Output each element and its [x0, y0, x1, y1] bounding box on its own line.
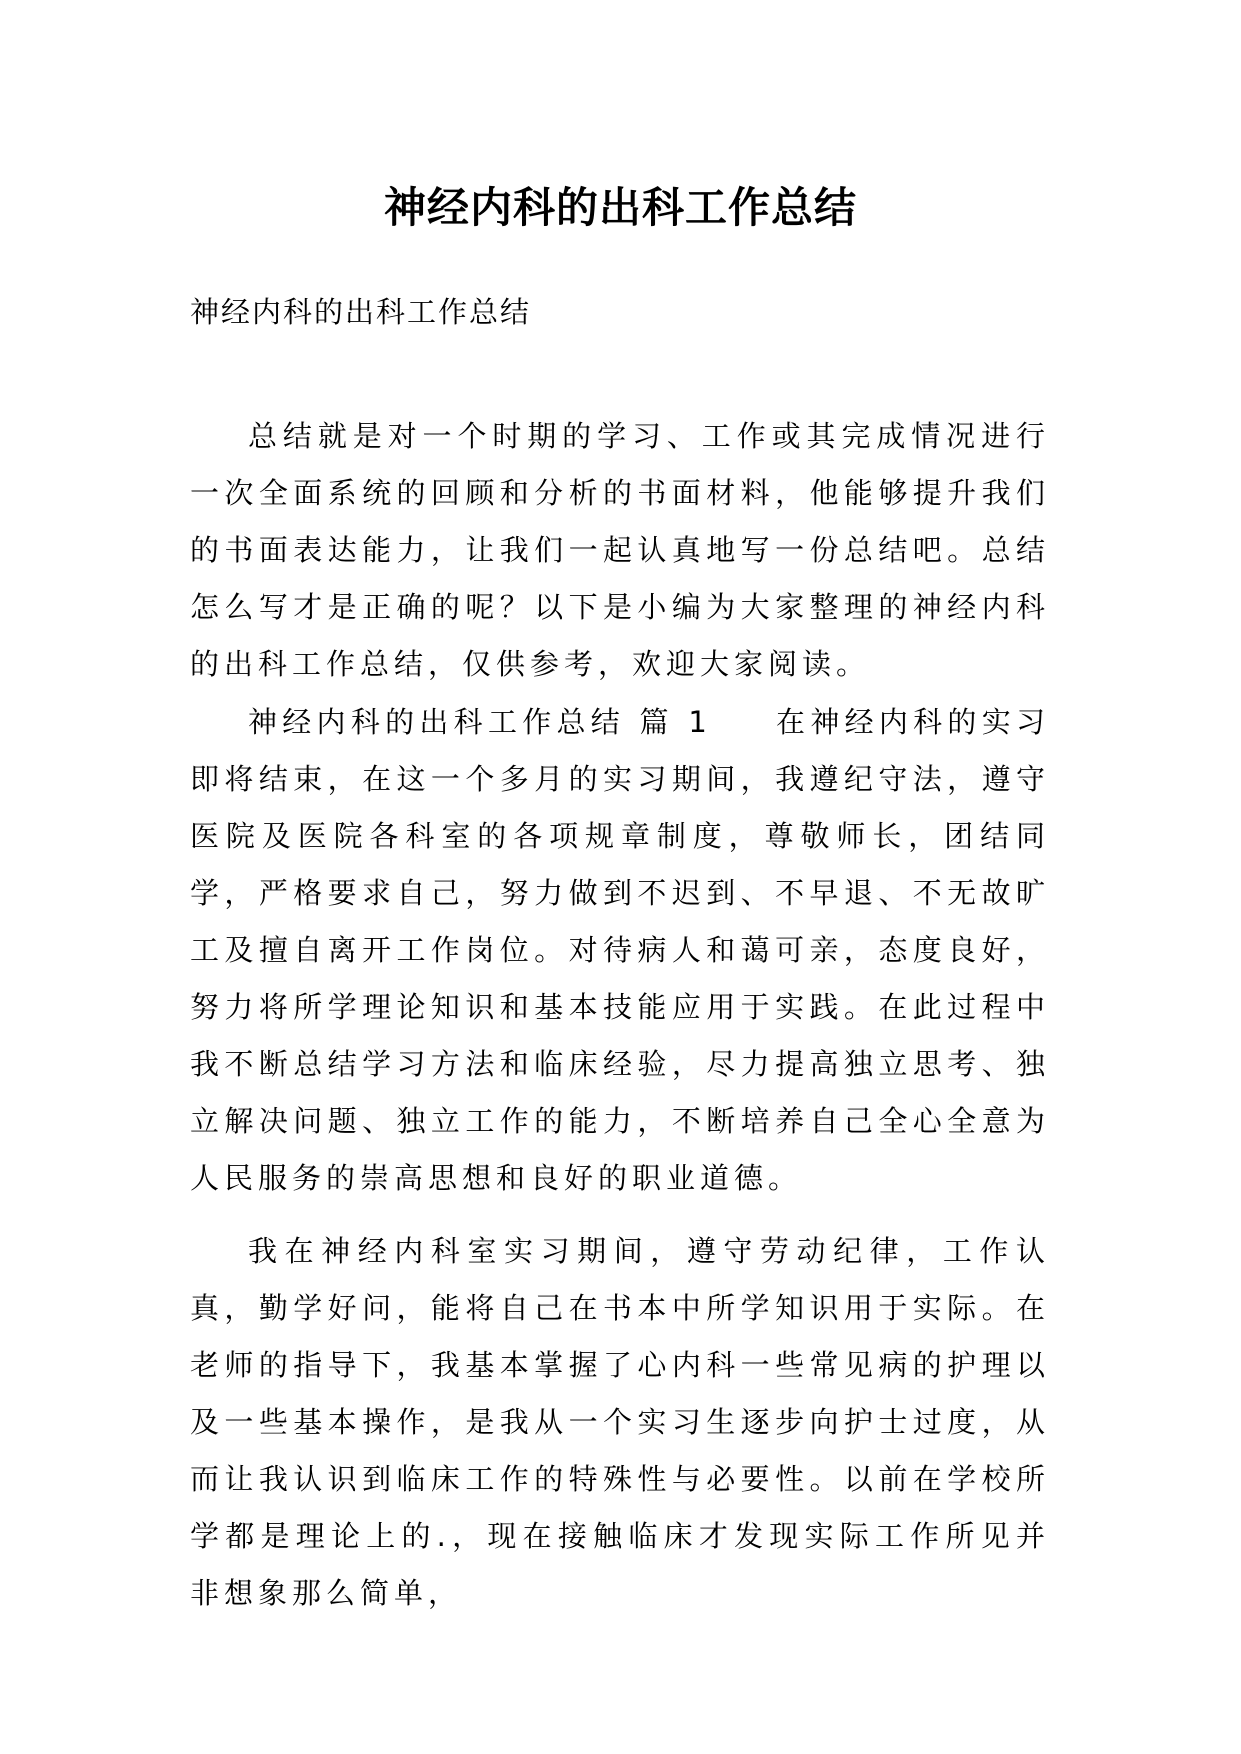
document-subtitle: 神经内科的出科工作总结 [190, 295, 532, 329]
section-1-body: 在神经内科的实习即将结束，在这一个多月的实习期间，我遵纪守法，遵守医院及医院各科室的各项规章制度，尊敬师长，团结同学，严格要求自己，努力做到不迟到、不早退、不无故旷工及擅自离开工作岗位。对待病人和蔼可亲，态度良好，努力将所学理论知识和基本技能应用于实践。在此过程中我不断总结学习方法和临床经验，尽力提高独立思考、独立解决问题、独立工作的能力，不断培养自己全心全意为人民服务的崇高思想和良好的职业道德。 [190, 705, 1050, 1195]
section-2-paragraph: 我在神经内科室实习期间，遵守劳动纪律，工作认真，勤学好问，能将自己在书本中所学知识用于实际。在老师的指导下，我基本掌握了心内科一些常见病的护理以及一些基本操作，是我从一个实习生逐步向护士过度，从而让我认识到临床工作的特殊性与必要性。以前在学校所学都是理论上的.，现在接触临床才发现实际工作所见并非想象那么简单， [190, 1234, 1050, 1610]
section-1-heading: 神经内科的出科工作总结 篇 1 [248, 705, 712, 739]
section-1-paragraph [190, 694, 1050, 1207]
section-2-paragraph-block [190, 1223, 1050, 1622]
section-1-paragraph-block [190, 694, 1050, 1207]
intro-paragraph: 总结就是对一个时期的学习、工作或其完成情况进行一次全面系统的回顾和分析的书面材料，他能够提升我们的书面表达能力，让我们一起认真地写一份总结吧。总结怎么写才是正确的呢？以下是小编为大家整理的神经内科的出科工作总结，仅供参考，欢迎大家阅读。 [190, 419, 1050, 681]
document-title: 神经内科的出科工作总结 [383, 183, 857, 233]
intro-paragraph-block [190, 408, 1050, 693]
